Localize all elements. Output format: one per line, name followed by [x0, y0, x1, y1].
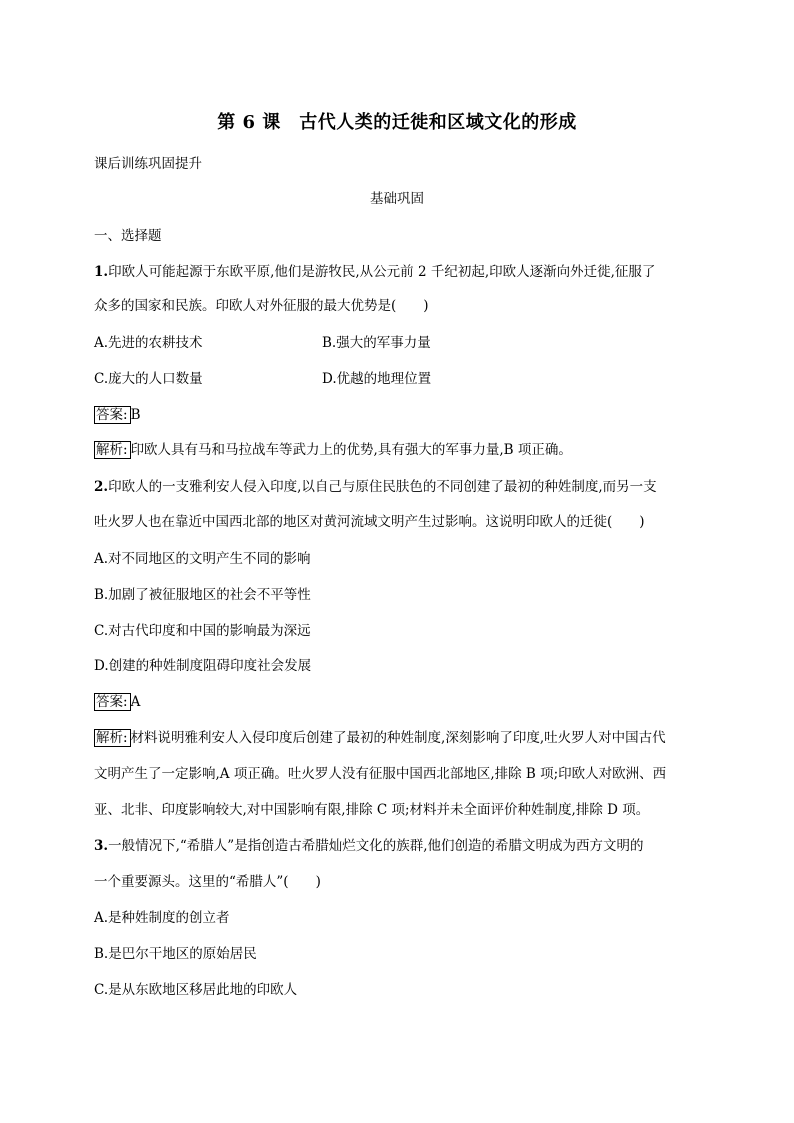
q2-option-c: C.对古代印度和中国的影响最为深远: [94, 623, 311, 639]
analysis-label: 解析:: [94, 441, 131, 459]
question-number: 3.: [94, 838, 109, 854]
question-text: 一般情况下,“希腊人”是指创造古希腊灿烂文化的族群,他们创造的希腊文明成为西方文明的: [108, 838, 644, 854]
question-2-line-1: [94, 478, 657, 496]
analysis-text: 印欧人具有马和马拉战车等武力上的优势,具有强大的军事力量,B 项正确。: [130, 442, 572, 458]
question-3-line-1: [94, 837, 643, 855]
question-1-line-2: 众多的国家和民族。印欧人对外征服的最大优势是( ): [94, 298, 429, 314]
question-2-line-2: 吐火罗人也在靠近中国西北部的地区对黄河流域文明产生过影响。这说明印欧人的迁徙( ): [94, 514, 645, 530]
question-text: 印欧人的一支雅利安人侵入印度,以自己与原住民肤色的不同创建了最初的种姓制度,而另一支: [108, 479, 657, 495]
q2-option-a: A.对不同地区的文明产生不同的影响: [94, 551, 311, 567]
q2-analysis-line-3: 亚、北非、印度影响较大,对中国影响有限,排除 C 项;材料并未全面评价种姓制度,排除 D 项。: [94, 802, 650, 818]
analysis-text: 材料说明雅利安人入侵印度后创建了最初的种姓制度,深刻影响了印度,吐火罗人对中国古代: [130, 730, 666, 746]
answer-label: 答案:: [94, 406, 131, 424]
q1-option-b: B.强大的军事力量: [322, 335, 431, 351]
q2-answer: [94, 693, 140, 711]
answer-label: 答案:: [94, 693, 131, 711]
q2-option-d: D.创建的种姓制度阻碍印度社会发展: [94, 658, 312, 674]
q3-option-b: B.是巴尔干地区的原始居民: [94, 946, 257, 962]
analysis-label: 解析:: [94, 729, 131, 747]
answer-value: B: [130, 407, 141, 423]
question-number: 2.: [94, 479, 109, 495]
q2-option-b: B.加剧了被征服地区的社会不平等性: [94, 587, 311, 603]
question-3-line-2: 一个重要源头。这里的“希腊人”( ): [94, 874, 321, 890]
section-heading: 基础巩固: [370, 191, 424, 207]
q1-analysis: [94, 441, 572, 459]
part-heading: 一、选择题: [94, 228, 162, 244]
q1-option-c: C.庞大的人口数量: [94, 371, 203, 387]
question-1-line-1: [94, 263, 655, 281]
q1-option-d: D.优越的地理位置: [322, 371, 432, 387]
question-number: 1.: [94, 264, 109, 280]
q2-analysis-line-1: [94, 729, 666, 747]
q1-answer: [94, 406, 140, 424]
q3-option-c: C.是从东欧地区移居此地的印欧人: [94, 982, 298, 998]
page-title: 第 6 课 古代人类的迁徙和区域文化的形成: [217, 112, 577, 133]
subtitle: 课后训练巩固提升: [94, 156, 202, 172]
q1-option-a: A.先进的农耕技术: [94, 335, 203, 351]
q3-option-a: A.是种姓制度的创立者: [94, 910, 230, 926]
q2-analysis-line-2: 文明产生了一定影响,A 项正确。吐火罗人没有征服中国西北部地区,排除 B 项;印欧人对欧洲、西: [94, 766, 667, 782]
answer-value: A: [130, 694, 141, 710]
question-text: 印欧人可能起源于东欧平原,他们是游牧民,从公元前 2 千纪初起,印欧人逐渐向外迁徙,征服了: [108, 264, 656, 280]
